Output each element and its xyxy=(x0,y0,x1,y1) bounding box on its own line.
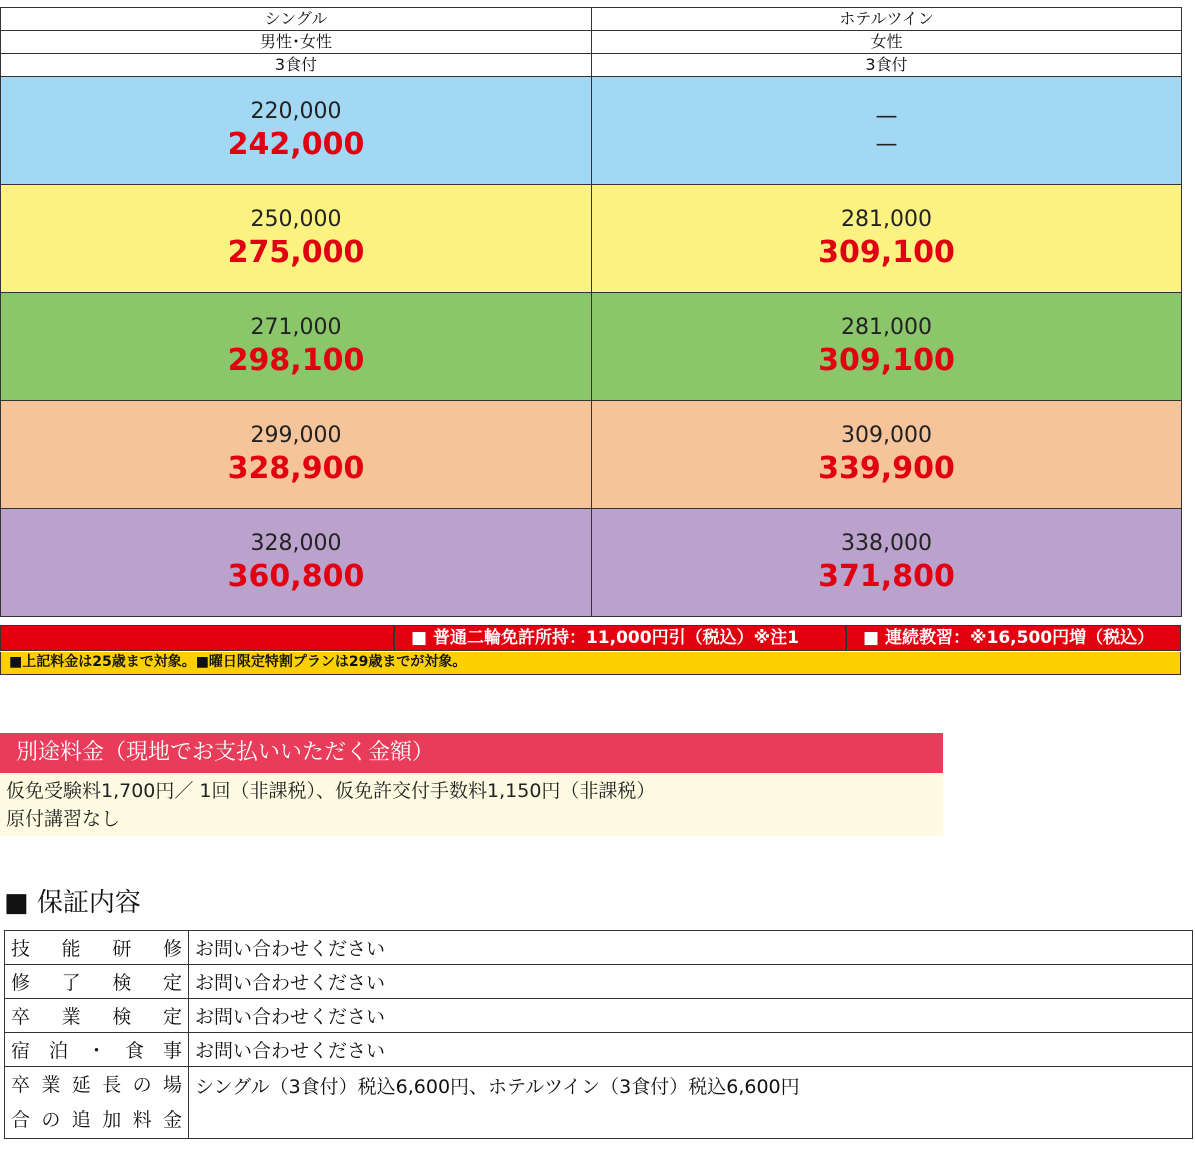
separate-fee-line: 原付講習なし xyxy=(6,808,121,830)
price-before-tax: 220,000 xyxy=(250,98,342,124)
price-row-5 xyxy=(1,509,1182,617)
extension-label-line: 合の追加料金 xyxy=(11,1108,182,1131)
price-table xyxy=(0,7,1182,617)
price-with-tax: 242,000 xyxy=(227,126,365,162)
guarantee-label xyxy=(5,1067,189,1139)
price-cell xyxy=(592,77,1182,185)
guarantee-value: シングル（3食付）税込6,600円、ホテルツイン（3食付）税込6,600円 xyxy=(189,1067,1193,1139)
guarantee-value: お問い合わせください xyxy=(189,1033,1193,1067)
price-before-tax: 328,000 xyxy=(250,530,342,556)
price-cell xyxy=(1,401,592,509)
price-cell xyxy=(592,185,1182,293)
guarantee-value: お問い合わせください xyxy=(189,999,1193,1033)
header-gender-single: 男性･女性 xyxy=(1,31,592,54)
extension-label-line: 卒業延長の場 xyxy=(11,1073,182,1096)
separate-fee-title: 別途料金（現地でお支払いいただく金額） xyxy=(0,733,943,773)
guarantee-table xyxy=(4,930,1193,1139)
header-room-type-row xyxy=(1,8,1182,31)
guarantee-row xyxy=(5,965,1193,999)
continuous-lesson-note: ■ 連続教習：※16,500円増（税込） xyxy=(845,626,1154,650)
guarantee-row xyxy=(5,999,1193,1033)
price-unavailable: — xyxy=(875,103,898,129)
guarantee-label: 卒 業 検 定 xyxy=(5,999,189,1033)
price-before-tax: 309,000 xyxy=(841,422,932,448)
header-gender-twin: 女性 xyxy=(592,31,1182,54)
price-with-tax: 360,800 xyxy=(227,558,365,594)
age-note: ■上記料金は25歳まで対象。■曜日限定特割プランは29歳までが対象。 xyxy=(0,652,1181,675)
price-cell xyxy=(592,293,1182,401)
price-before-tax: 250,000 xyxy=(250,206,342,232)
price-row-4 xyxy=(1,401,1182,509)
price-row-1 xyxy=(1,77,1182,185)
price-cell xyxy=(592,401,1182,509)
price-before-tax: 271,000 xyxy=(250,314,342,340)
price-cell xyxy=(1,293,592,401)
price-before-tax: 299,000 xyxy=(250,422,342,448)
price-before-tax: 281,000 xyxy=(841,314,932,340)
header-meals-row xyxy=(1,54,1182,77)
motorcycle-discount-note: ■ 普通二輪免許所持：11,000円引（税込）※注1 xyxy=(393,626,799,650)
header-meals-single: 3食付 xyxy=(1,54,592,77)
guarantee-label: 技 能 研 修 xyxy=(5,931,189,965)
header-gender-row xyxy=(1,31,1182,54)
guarantee-title: ■ 保証内容 xyxy=(4,888,141,918)
price-cell xyxy=(1,185,592,293)
price-with-tax: 275,000 xyxy=(227,234,365,270)
guarantee-row-extension xyxy=(5,1067,1193,1139)
guarantee-value: お問い合わせください xyxy=(189,931,1193,965)
guarantee-label: 修 了 検 定 xyxy=(5,965,189,999)
guarantee-value: お問い合わせください xyxy=(189,965,1193,999)
price-cell xyxy=(1,77,592,185)
discount-notice-bar xyxy=(0,625,1181,651)
price-before-tax: 338,000 xyxy=(841,530,932,556)
header-single: シングル xyxy=(1,8,592,31)
header-hotel-twin: ホテルツイン xyxy=(592,8,1182,31)
separate-fee-line: 仮免受験料1,700円／ 1回（非課税）、仮免許交付手数料1,150円（非課税） xyxy=(6,780,656,802)
price-row-2 xyxy=(1,185,1182,293)
price-unavailable: — xyxy=(875,131,898,157)
guarantee-row xyxy=(5,1033,1193,1067)
price-with-tax: 339,900 xyxy=(818,450,955,486)
header-meals-twin: 3食付 xyxy=(592,54,1182,77)
price-with-tax: 298,100 xyxy=(227,342,365,378)
price-with-tax: 309,100 xyxy=(818,234,955,270)
price-row-3 xyxy=(1,293,1182,401)
price-cell xyxy=(592,509,1182,617)
price-before-tax: 281,000 xyxy=(841,206,932,232)
guarantee-label: 宿 泊 ・ 食 事 xyxy=(5,1033,189,1067)
guarantee-row xyxy=(5,931,1193,965)
price-cell xyxy=(1,509,592,617)
separate-fee-body xyxy=(0,773,943,836)
price-with-tax: 309,100 xyxy=(818,342,955,378)
price-with-tax: 328,900 xyxy=(227,450,365,486)
price-with-tax: 371,800 xyxy=(818,558,955,594)
